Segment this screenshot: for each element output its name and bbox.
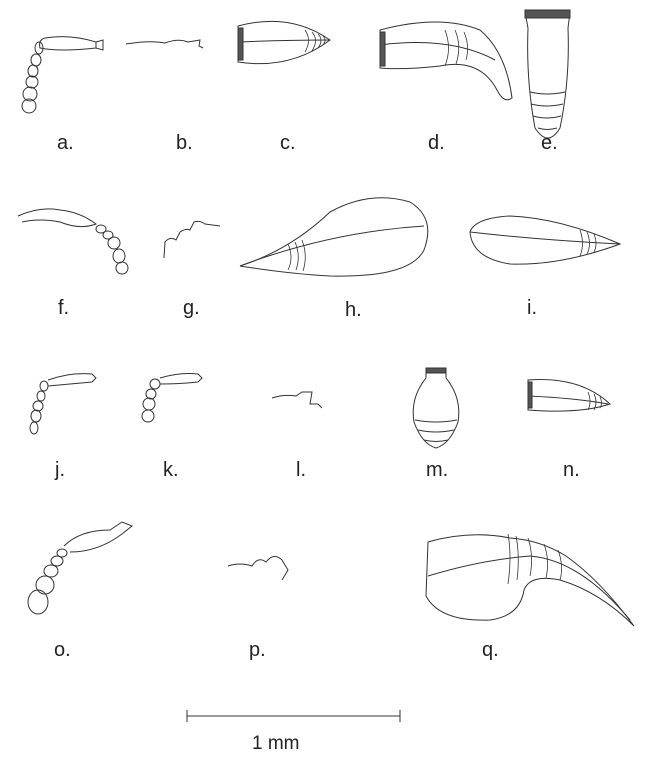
figure-b-profile [126,40,203,48]
figure-j-antenna [30,374,96,434]
figure-n-wing [528,380,610,412]
label-i: i. [527,297,537,319]
label-c: c. [280,132,296,154]
figure-i-spindle-wing [470,216,620,264]
label-o: o. [54,639,71,661]
scale-bar [187,710,400,722]
figure-d-curved-wing [380,22,512,100]
figure-p-profile [228,556,288,580]
scale-bar-label: 1 mm [252,733,300,754]
figure-m-abdomen [413,368,459,448]
label-q: q. [482,639,499,661]
figure-g-profile [164,221,220,258]
label-j: j. [55,459,65,481]
label-k: k. [163,459,179,481]
label-a: a. [57,132,74,154]
label-l: l. [296,459,306,481]
figure-a-antenna [22,37,103,113]
label-b: b. [176,132,193,154]
figure-h-large-wing [240,198,428,276]
label-d: d. [428,132,445,154]
label-e: e. [541,132,558,154]
label-g: g. [183,297,200,319]
label-h: h. [345,299,362,321]
figure-q-curved-wing [426,534,634,626]
label-n: n. [563,459,580,481]
figure-l-profile [272,392,322,408]
label-p: p. [249,639,266,661]
figure-f-antenna [18,209,128,274]
figure-e-abdomen [525,10,570,138]
figure-k-antenna [142,374,202,423]
label-m: m. [426,459,449,481]
figure-o-antenna [28,522,132,614]
figure-c-wing [238,21,330,63]
label-f: f. [58,297,70,319]
